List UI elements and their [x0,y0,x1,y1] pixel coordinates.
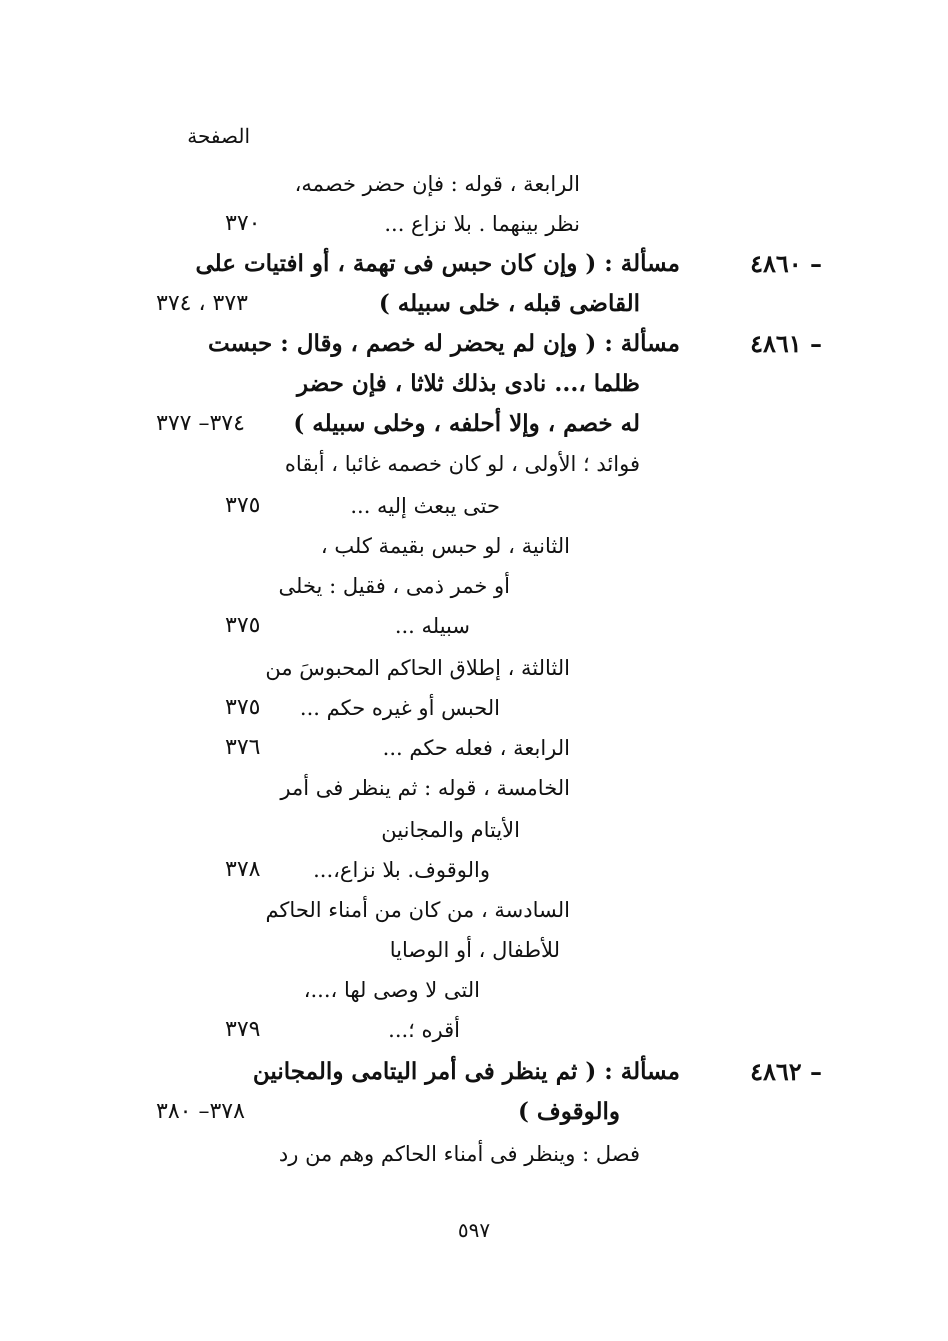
entry-text: الثالثة ، إطلاق الحاكم المحبوسَ من [265,656,570,680]
entry-text: مسألة : ( وإن كان حبس فى تهمة ، أو افتيات على [195,250,680,277]
entry-page-ref: ٣٧٣ ، ٣٧٤ [156,291,248,316]
entry-page-ref: ٣٧٦ [225,735,261,760]
entry-text: الثانية ، لو حبس بقيمة كلب ، [320,534,570,558]
index-line [0,324,948,364]
entry-page-ref: ٣٧٥ [225,695,261,720]
entry-text: أقره ؛... [388,1018,460,1042]
index-line [0,444,948,484]
index-line [0,890,948,930]
index-line [0,164,948,204]
index-line [0,566,948,606]
entry-text: التى لا وصى لها ،...، [303,978,480,1002]
entry-text: الرابعة ، فعله حكم ... [382,736,570,760]
index-line [0,526,948,566]
index-line [0,648,948,688]
index-line [0,1092,948,1132]
entry-text: فوائد ؛ الأولى ، لو كان خصمه غائبا ، أبقاه [284,452,640,476]
entry-text: للأطفال ، أو الوصايا [389,938,560,962]
index-line [0,244,948,284]
entry-page-ref: ٣٧٩ [225,1017,261,1042]
entry-text: له خصم ، وإلا أحلفه ، وخلى سبيله ) [293,410,640,437]
page-number: ٥٩٧ [457,1218,491,1242]
page-column-header: الصفحة [187,124,250,148]
index-line [0,850,948,890]
index-line [0,810,948,850]
entry-text: السادسة ، من كان من أمناء الحاكم [265,898,570,922]
entry-text: سبيله ... [394,614,470,638]
entry-number: ٤٨٦٢ – [750,1057,822,1086]
entry-number: ٤٨٦١ – [750,329,822,358]
entry-page-ref: ٣٧٨ [225,857,261,882]
entry-page-ref: ٣٧٥ [225,613,261,638]
index-line [0,606,948,646]
entry-text: الخامسة ، قوله : ثم ينظر فى أمر [280,776,570,800]
entry-text: حتى يبعث إليه ... [350,494,500,518]
index-line [0,486,948,526]
index-line [0,970,948,1010]
entry-page-ref: ٣٧٨– ٣٨٠ [156,1099,245,1124]
entry-number: ٤٨٦٠ – [750,249,822,278]
entry-text: الحبس أو غيره حكم ... [299,696,500,720]
index-line [0,728,948,768]
entry-text: مسألة : ( ثم ينظر فى أمر اليتامى والمجانين [252,1058,680,1085]
index-line [0,364,948,404]
entry-text: والوقوف. بلا نزاع،... [313,858,490,882]
index-line [0,930,948,970]
entry-text: ظلما ،... نادى بذلك ثلاثا ، فإن حضر [297,370,640,397]
index-line [0,688,948,728]
entry-text: والوقوف ) [518,1098,620,1125]
index-line [0,1010,948,1050]
entry-text: القاضى قبله ، خلى سبيله ) [378,290,640,317]
index-line [0,204,948,244]
index-line [0,404,948,444]
entry-text: مسألة : ( وإن لم يحضر له خصم ، وقال : حبست [207,330,680,357]
entry-text: الرابعة ، قوله : فإن حضر خصمه، [294,172,580,196]
index-line [0,768,948,808]
index-line [0,1052,948,1092]
entry-text: نظر بينهما . بلا نزاع ... [384,212,580,236]
entry-page-ref: ٣٧٥ [225,493,261,518]
entry-page-ref: ٣٧٠ [225,211,261,236]
entry-text: أو خمر ذمى ، فقيل : يخلى [278,574,510,598]
index-line [0,1134,948,1174]
entry-page-ref: ٣٧٤– ٣٧٧ [156,411,245,436]
index-line [0,284,948,324]
entry-text: فصل : وينظر فى أمناء الحاكم وهم من رد [278,1142,640,1166]
entry-text: الأيتام والمجانين [381,818,520,842]
